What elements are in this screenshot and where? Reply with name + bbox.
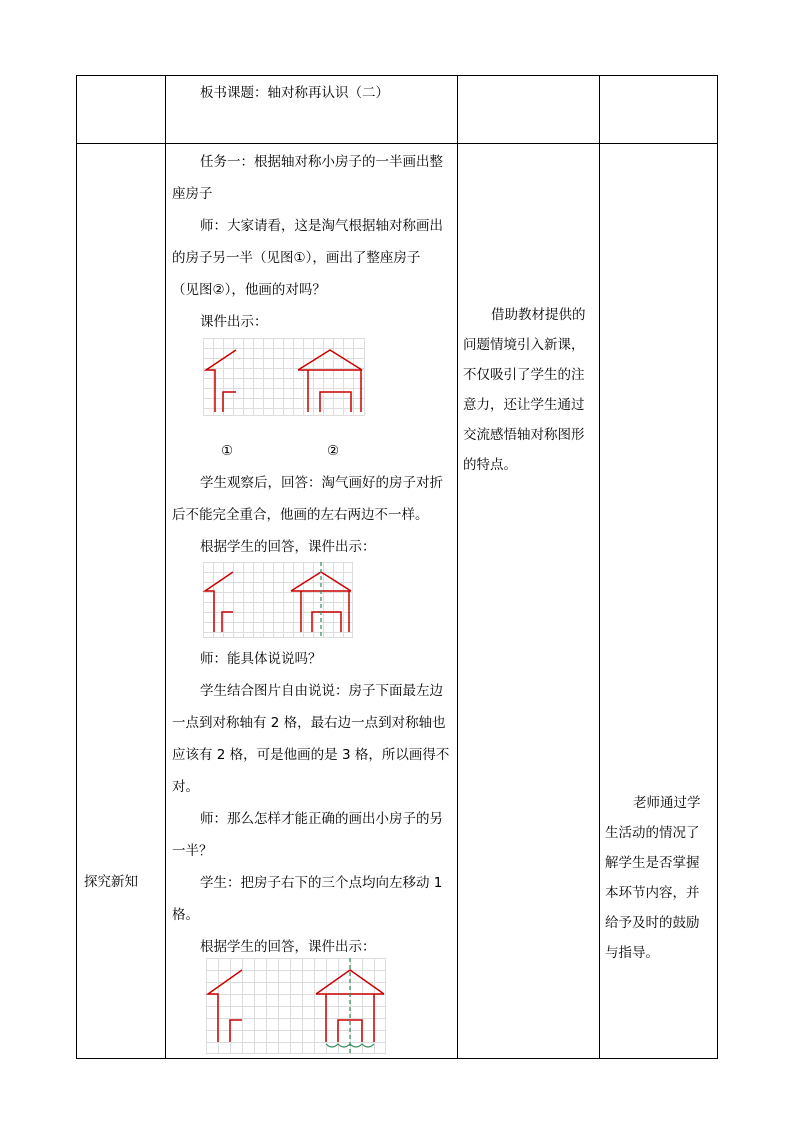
grid-2 — [203, 562, 353, 638]
table-col-divider-1 — [165, 75, 166, 1059]
evaluation-note-l3: 解学生是否掌握 — [605, 855, 700, 871]
student-answer-3: 学生：把房子右下的三个点均向左移动 1 — [200, 875, 443, 891]
courseware-show-3: 根据学生的回答，课件出示： — [200, 939, 376, 955]
table-border-bottom — [76, 1058, 718, 1059]
figure-houses-3 — [206, 958, 386, 1054]
teacher-question-2: 师：能具体说说吗？ — [200, 651, 322, 667]
student-answer-2: 学生结合图片自由说说：房子下面最左边 — [200, 683, 443, 699]
table-row-divider — [76, 143, 718, 144]
design-intent-l2: 问题情境引入新课， — [463, 337, 585, 353]
table-col-divider-3 — [599, 75, 600, 1059]
teacher-question-1: 师：大家请看，这是淘气根据轴对称画出 — [200, 218, 443, 234]
design-intent-l3: 不仅吸引了学生的注 — [463, 367, 585, 383]
courseware-show-2: 根据学生的回答，课件出示： — [200, 539, 376, 555]
task-title: 任务一：根据轴对称小房子的一半画出整 — [200, 154, 443, 170]
student-answer-3-l2: 格。 — [172, 907, 199, 923]
full-house-wrong — [298, 350, 362, 412]
courseware-show-1: 课件出示： — [200, 314, 268, 330]
student-answer-2-l2: 一点到对称轴有 2 格，最右边一点到对称轴也 — [172, 715, 446, 731]
design-intent-l5: 交流感悟轴对称图形 — [463, 427, 585, 443]
grid-1 — [203, 338, 365, 416]
figure-caption-2: ② — [327, 443, 340, 459]
teacher-question-3: 师：那么怎样才能正确的画出小房子的另 — [200, 811, 443, 827]
table-col-divider-2 — [457, 75, 458, 1059]
student-answer-2-l4: 对。 — [172, 779, 199, 795]
teacher-question-3-l2: 一半？ — [172, 843, 213, 859]
section-label: 探究新知 — [84, 874, 138, 890]
evaluation-note — [605, 788, 701, 968]
content-block-3 — [172, 643, 454, 963]
evaluation-note-l4: 本环节内容，并 — [605, 885, 700, 901]
teacher-question-1-l2: 的房子另一半（见图①），画出了整座房子 — [172, 250, 421, 266]
task-title-cont: 座房子 — [172, 186, 213, 202]
table-border-right — [717, 75, 718, 1059]
lesson-title: 板书课题：轴对称再认识（二） — [200, 85, 389, 101]
student-answer-1: 学生观察后，回答：淘气画好的房子对折 — [200, 475, 443, 491]
grid-3 — [206, 958, 386, 1054]
content-block-2 — [172, 467, 454, 563]
design-intent-l1: 借助教材提供的 — [491, 307, 586, 323]
half-house — [206, 350, 236, 412]
evaluation-note-l1: 老师通过学 — [633, 795, 701, 811]
table-border-top — [76, 75, 718, 76]
student-answer-2-l3: 应该有 2 格，可是他画的是 3 格，所以画得不 — [172, 747, 450, 763]
teacher-question-1-l3: （见图②），他画的对吗？ — [172, 282, 326, 298]
table-border-left — [76, 75, 77, 1059]
design-intent-l6: 的特点。 — [463, 457, 517, 473]
figure-houses-1 — [203, 338, 365, 416]
figure-caption-1: ① — [221, 443, 234, 459]
student-answer-1-l2: 后不能完全重合，他画的左右两边不一样。 — [172, 507, 429, 523]
evaluation-note-l5: 给予及时的鼓励 — [605, 915, 700, 931]
figure-houses-2 — [203, 562, 353, 638]
evaluation-note-l6: 与指导。 — [605, 945, 659, 961]
design-intent-l4: 意力，还让学生通过 — [463, 397, 585, 413]
evaluation-note-l2: 生活动的情况了 — [605, 825, 700, 841]
design-intent — [463, 300, 586, 480]
content-block-1 — [172, 146, 454, 338]
